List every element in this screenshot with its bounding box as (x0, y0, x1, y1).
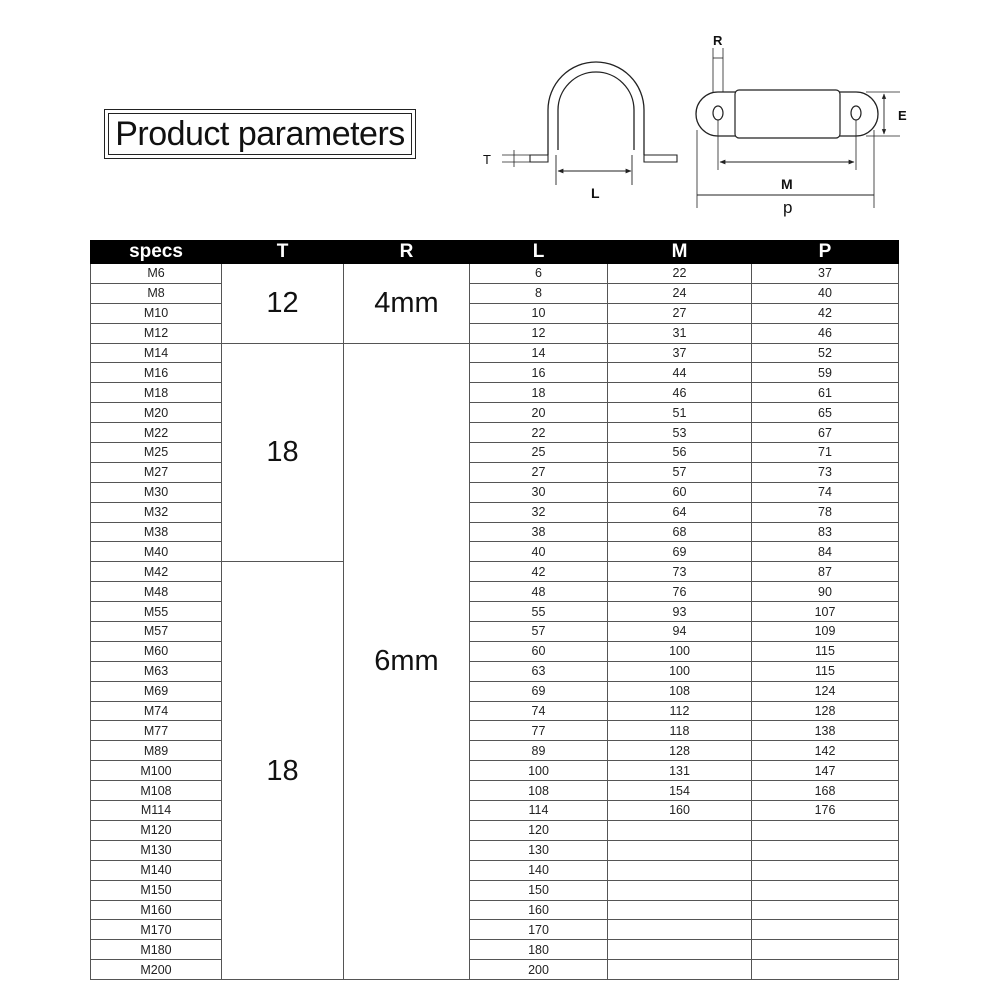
cell-l: 12 (470, 323, 608, 343)
page-title: Product parameters (115, 114, 405, 153)
params-table (90, 240, 899, 980)
cell-specs: M20 (91, 403, 222, 423)
cell-specs: M22 (91, 423, 222, 443)
cell-specs: M60 (91, 641, 222, 661)
cell-m: 31 (608, 323, 752, 343)
cell-t-group: 18 (222, 562, 344, 980)
cell-p: 87 (752, 562, 899, 582)
cell-specs: M10 (91, 303, 222, 323)
cell-p: 124 (752, 681, 899, 701)
table-row (91, 602, 899, 622)
col-header-l: L (470, 241, 608, 264)
table-row (91, 820, 899, 840)
cell-specs: M14 (91, 343, 222, 363)
cell-p: 84 (752, 542, 899, 562)
table-row (91, 801, 899, 821)
cell-l: 108 (470, 781, 608, 801)
cell-m: 68 (608, 522, 752, 542)
cell-p: 115 (752, 661, 899, 681)
table-row (91, 264, 899, 284)
cell-l: 25 (470, 443, 608, 463)
cell-p: 78 (752, 502, 899, 522)
cell-p: 65 (752, 403, 899, 423)
cell-m (608, 840, 752, 860)
cell-specs: M108 (91, 781, 222, 801)
table-row (91, 940, 899, 960)
cell-m: 131 (608, 761, 752, 781)
cell-specs: M40 (91, 542, 222, 562)
cell-l: 55 (470, 602, 608, 622)
cell-specs: M42 (91, 562, 222, 582)
cell-m: 37 (608, 343, 752, 363)
cell-p: 109 (752, 622, 899, 642)
cell-m (608, 860, 752, 880)
cell-l: 27 (470, 462, 608, 482)
cell-m: 94 (608, 622, 752, 642)
cell-m: 100 (608, 661, 752, 681)
cell-p (752, 920, 899, 940)
cell-l: 63 (470, 661, 608, 681)
table-row (91, 641, 899, 661)
cell-l: 6 (470, 264, 608, 284)
cell-p: 147 (752, 761, 899, 781)
cell-m: 128 (608, 741, 752, 761)
cell-l: 22 (470, 423, 608, 443)
cell-l: 180 (470, 940, 608, 960)
cell-l: 40 (470, 542, 608, 562)
cell-specs: M89 (91, 741, 222, 761)
table-row (91, 542, 899, 562)
cell-p (752, 820, 899, 840)
cell-l: 130 (470, 840, 608, 860)
table-row (91, 522, 899, 542)
table-row (91, 840, 899, 860)
cell-l: 200 (470, 960, 608, 980)
col-header-t: T (222, 241, 344, 264)
cell-p: 138 (752, 721, 899, 741)
table-row (91, 383, 899, 403)
cell-specs: M63 (91, 661, 222, 681)
cell-p (752, 860, 899, 880)
cell-l: 30 (470, 482, 608, 502)
cell-specs: M150 (91, 880, 222, 900)
cell-l: 120 (470, 820, 608, 840)
cell-specs: M16 (91, 363, 222, 383)
table-row (91, 960, 899, 980)
cell-specs: M100 (91, 761, 222, 781)
cell-p: 61 (752, 383, 899, 403)
clamp-diagrams (0, 0, 1000, 240)
col-header-specs: specs (91, 241, 222, 264)
cell-p: 40 (752, 283, 899, 303)
table-body (91, 264, 899, 980)
cell-m: 76 (608, 582, 752, 602)
table-row (91, 860, 899, 880)
cell-l: 14 (470, 343, 608, 363)
cell-m (608, 940, 752, 960)
cell-m: 112 (608, 701, 752, 721)
p-dim-label: p (783, 198, 793, 217)
cell-l: 42 (470, 562, 608, 582)
cell-m: 73 (608, 562, 752, 582)
cell-p: 176 (752, 801, 899, 821)
cell-l: 74 (470, 701, 608, 721)
cell-p: 107 (752, 602, 899, 622)
cell-r-group: 6mm (344, 343, 470, 980)
cell-l: 150 (470, 880, 608, 900)
cell-p (752, 960, 899, 980)
cell-m: 53 (608, 423, 752, 443)
cell-r-group: 4mm (344, 264, 470, 344)
table-row (91, 880, 899, 900)
cell-p: 168 (752, 781, 899, 801)
m-dim-label: M (781, 176, 793, 192)
cell-m (608, 900, 752, 920)
table-row (91, 920, 899, 940)
cell-specs: M130 (91, 840, 222, 860)
cell-p (752, 840, 899, 860)
cell-m (608, 920, 752, 940)
cell-l: 160 (470, 900, 608, 920)
cell-p: 90 (752, 582, 899, 602)
cell-specs: M170 (91, 920, 222, 940)
cell-specs: M8 (91, 283, 222, 303)
cell-l: 38 (470, 522, 608, 542)
cell-t-group: 18 (222, 343, 344, 562)
table-row (91, 482, 899, 502)
l-dim-label: L (591, 185, 600, 201)
cell-specs: M140 (91, 860, 222, 880)
cell-l: 60 (470, 641, 608, 661)
cell-m: 108 (608, 681, 752, 701)
side-view-diagram (483, 62, 677, 201)
table-row (91, 681, 899, 701)
cell-l: 69 (470, 681, 608, 701)
cell-p: 46 (752, 323, 899, 343)
cell-l: 170 (470, 920, 608, 940)
table-row (91, 462, 899, 482)
cell-l: 57 (470, 622, 608, 642)
cell-m: 93 (608, 602, 752, 622)
cell-specs: M38 (91, 522, 222, 542)
cell-p: 71 (752, 443, 899, 463)
col-header-p: P (752, 241, 899, 264)
cell-p: 52 (752, 343, 899, 363)
cell-p: 73 (752, 462, 899, 482)
cell-specs: M57 (91, 622, 222, 642)
cell-l: 8 (470, 283, 608, 303)
table-row (91, 363, 899, 383)
table-row (91, 323, 899, 343)
cell-specs: M160 (91, 900, 222, 920)
cell-m: 44 (608, 363, 752, 383)
cell-specs: M12 (91, 323, 222, 343)
cell-l: 16 (470, 363, 608, 383)
col-header-m: M (608, 241, 752, 264)
cell-m: 154 (608, 781, 752, 801)
cell-m: 56 (608, 443, 752, 463)
top-view-diagram (696, 33, 907, 217)
table-row (91, 741, 899, 761)
col-header-r: R (344, 241, 470, 264)
table-row (91, 661, 899, 681)
cell-specs: M120 (91, 820, 222, 840)
cell-specs: M30 (91, 482, 222, 502)
e-dim-label: E (898, 108, 907, 123)
cell-m: 69 (608, 542, 752, 562)
table-row (91, 303, 899, 323)
cell-specs: M27 (91, 462, 222, 482)
cell-specs: M18 (91, 383, 222, 403)
cell-p: 115 (752, 641, 899, 661)
r-dim-label: R (713, 33, 723, 48)
cell-p: 42 (752, 303, 899, 323)
cell-specs: M77 (91, 721, 222, 741)
cell-m: 46 (608, 383, 752, 403)
cell-specs: M114 (91, 801, 222, 821)
cell-specs: M6 (91, 264, 222, 284)
cell-l: 20 (470, 403, 608, 423)
table-row (91, 283, 899, 303)
cell-m: 24 (608, 283, 752, 303)
cell-m: 100 (608, 641, 752, 661)
cell-m: 22 (608, 264, 752, 284)
cell-m: 27 (608, 303, 752, 323)
cell-specs: M180 (91, 940, 222, 960)
table-header-row (91, 241, 899, 264)
table-row (91, 443, 899, 463)
cell-l: 48 (470, 582, 608, 602)
table-row (91, 423, 899, 443)
cell-specs: M55 (91, 602, 222, 622)
cell-m (608, 820, 752, 840)
table-row (91, 701, 899, 721)
cell-p: 37 (752, 264, 899, 284)
table-row (91, 900, 899, 920)
cell-specs: M25 (91, 443, 222, 463)
cell-specs: M74 (91, 701, 222, 721)
cell-m: 60 (608, 482, 752, 502)
table-row (91, 582, 899, 602)
cell-p: 142 (752, 741, 899, 761)
cell-l: 89 (470, 741, 608, 761)
cell-t-group: 12 (222, 264, 344, 344)
table-row (91, 343, 899, 363)
cell-m: 57 (608, 462, 752, 482)
cell-l: 100 (470, 761, 608, 781)
table-row (91, 622, 899, 642)
cell-p (752, 900, 899, 920)
cell-l: 140 (470, 860, 608, 880)
cell-l: 10 (470, 303, 608, 323)
cell-l: 114 (470, 801, 608, 821)
table-row (91, 761, 899, 781)
cell-specs: M32 (91, 502, 222, 522)
cell-p: 128 (752, 701, 899, 721)
table-row (91, 781, 899, 801)
cell-m: 118 (608, 721, 752, 741)
cell-specs: M69 (91, 681, 222, 701)
cell-l: 77 (470, 721, 608, 741)
table-row (91, 721, 899, 741)
cell-p (752, 940, 899, 960)
cell-l: 18 (470, 383, 608, 403)
cell-specs: M48 (91, 582, 222, 602)
cell-m (608, 880, 752, 900)
cell-p: 74 (752, 482, 899, 502)
table-row (91, 562, 899, 582)
cell-p: 67 (752, 423, 899, 443)
cell-m: 64 (608, 502, 752, 522)
table-row (91, 502, 899, 522)
cell-m: 51 (608, 403, 752, 423)
cell-m (608, 960, 752, 980)
table-row (91, 403, 899, 423)
cell-l: 32 (470, 502, 608, 522)
t-dim-label: T (483, 152, 491, 167)
cell-p (752, 880, 899, 900)
cell-p: 59 (752, 363, 899, 383)
cell-specs: M200 (91, 960, 222, 980)
cell-m: 160 (608, 801, 752, 821)
cell-p: 83 (752, 522, 899, 542)
